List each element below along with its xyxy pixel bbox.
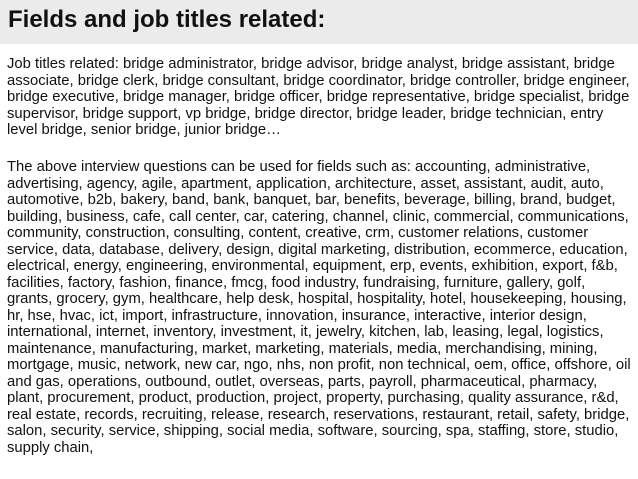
- job-titles-paragraph: Job titles related: bridge administrator, bridge advisor, bridge analyst, bridge assistant, bridge associate, bridge clerk, bridge consultant, bridge coordinator, bridge controller, bridge engineer, bridge executive, bridge manager, bridge officer, bridge representative, bridge specialist, bridge supervisor, bridge support, vp bridge, bridge director, bridge leader, bridge technician, entry level bridge, senior bridge, junior bridge…: [7, 56, 630, 138]
- fields-paragraph: The above interview questions can be used for fields such as: accounting, administrative, advertising, agency, agile, apartment, application, architecture, asset, assistant, audit, auto, automotive, b2b, bakery, band, bank, banquet, bar, benefits, beverage, billing, brand, budget, building, business, cafe, call center, car, catering, channel, clinic, commercial, communications, community, construction, consulting, content, creative, crm, customer relations, customer service, data, database, delivery, design, digital marketing, distribution, ecommerce, education, electrical, energy, engineering, environmental, equipment, erp, events, exhibition, export, f&b, facilities, factory, fashion, finance, fmcg, food industry, fundraising, furniture, gallery, golf, grants, grocery, gym, healthcare, help desk, hospital, hospitality, hotel, housekeeping, housing, hr, hse, hvac, ict, import, infrastructure, innovation, insurance, interactive, interior design, international, internet, inventory, investment, it, jewelry, kitchen, lab, leasing, legal, logistics, maintenance, manufacturing, market, marketing, materials, media, merchandising, mining, mortgage, music, network, new car, ngo, nhs, non profit, non technical, oem, office, offshore, oil and gas, operations, outbound, outlet, overseas, parts, payroll, pharmaceutical, pharmacy, plant, procurement, product, production, project, property, purchasing, quality assurance, r&d, real estate, records, recruiting, release, research, reservations, restaurant, retail, safety, bridge, salon, security, service, shipping, social media, software, sourcing, spa, staffing, store, studio, supply chain,: [7, 159, 631, 456]
- page-title: Fields and job titles related:: [8, 6, 326, 33]
- title-bar: [0, 0, 638, 44]
